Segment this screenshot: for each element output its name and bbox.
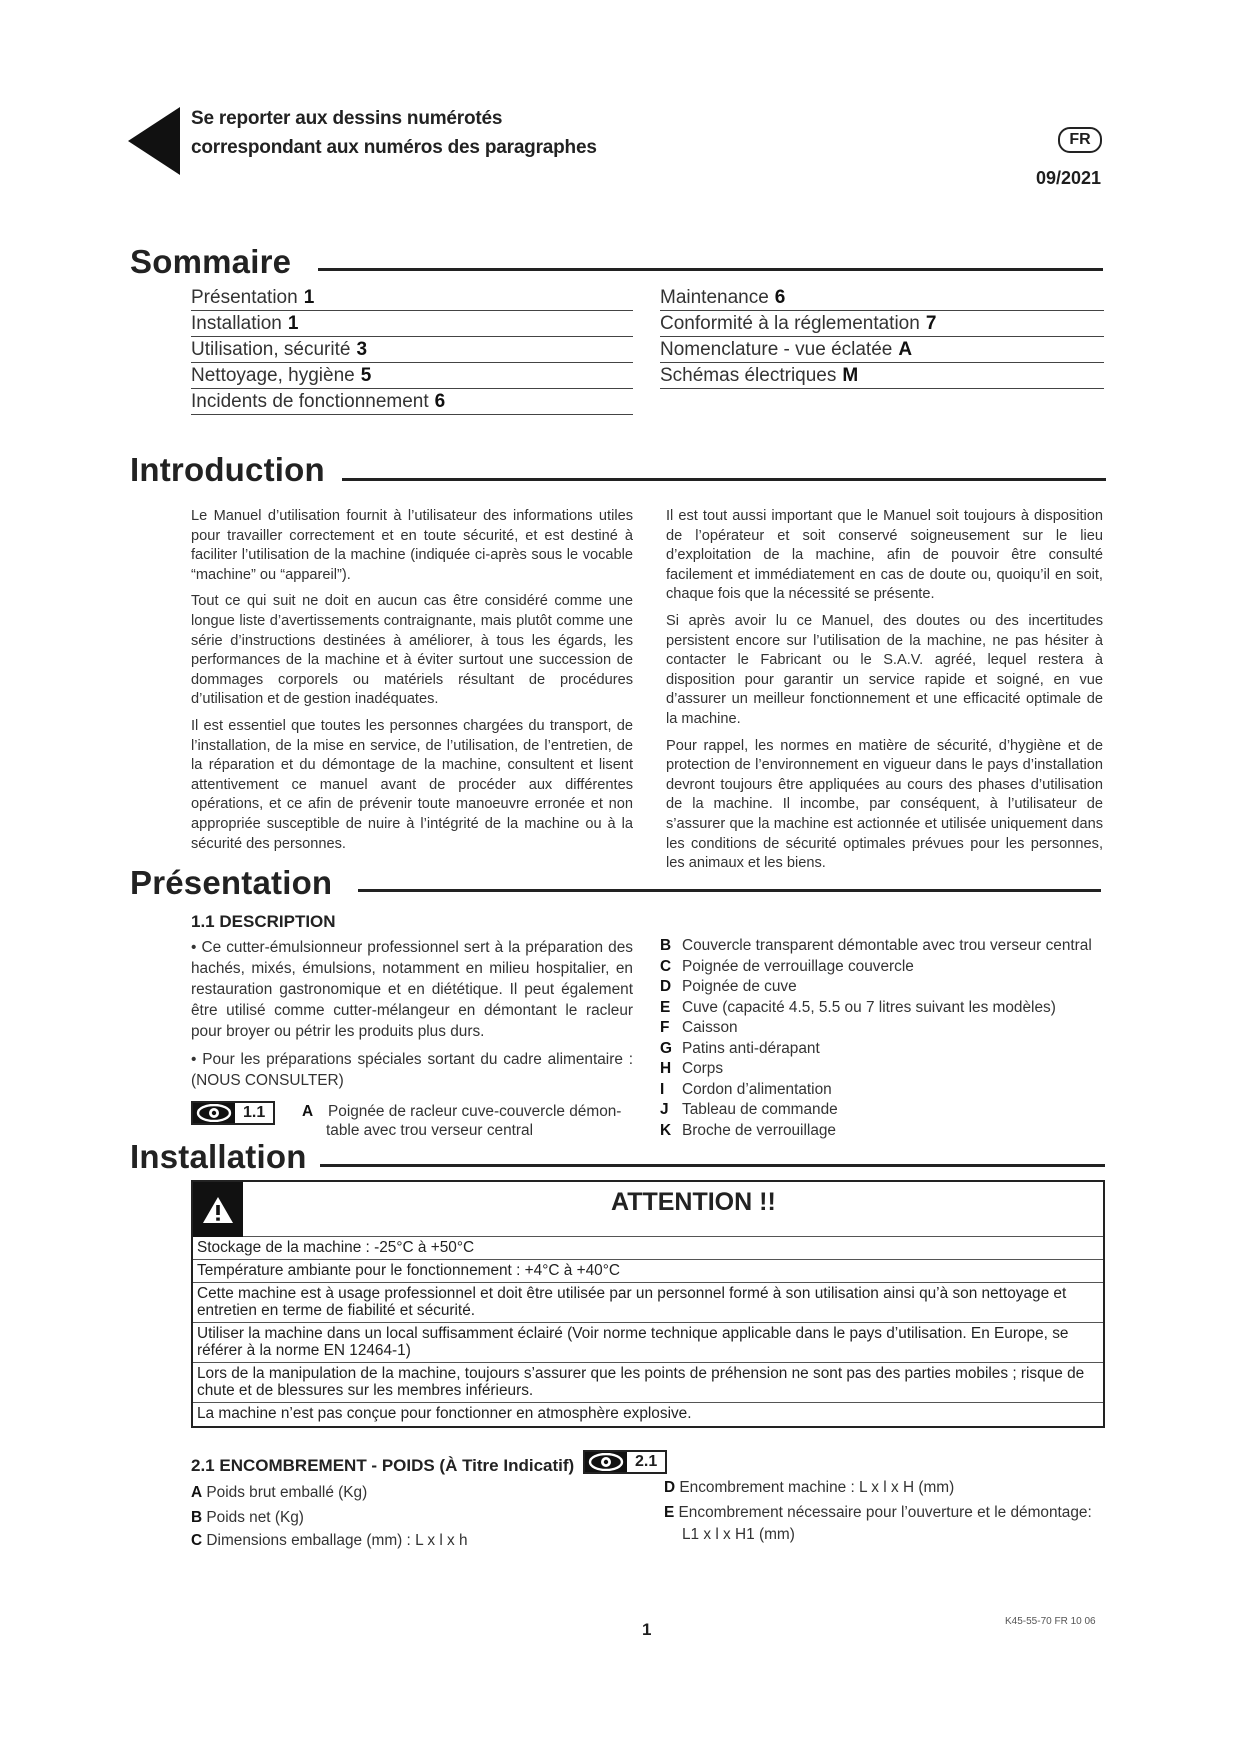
part-text: Poignée de verrouillage couvercle	[682, 957, 914, 975]
paragraph: Pour rappel, les normes en matière de sécurité, d’hygiène et de protection de l’environnement en vigueur dans le pays d’installation devront toujours être appliquées au cours des phases d’utilisation de la machine. Il incombe, par conséquent, à l’utilisateur de s’assurer que la machine est actionnée et utilisée uniquement dans les conditions de sécurité optimales prévues pour les personnes, les animaux et les biens.	[666, 737, 1103, 872]
part-letter: G	[660, 1039, 672, 1057]
encombrement-right-list	[664, 1477, 1104, 1546]
paragraph: • Ce cutter-émulsionneur professionnel sert à la préparation des hachés, mixés, émulsions, notamment en milieu hospitalier, en restauration gastronomique et en diététique. Il peut également être utilisé comme cutter-mélangeur en démontant le racleur pour broyer ou pétrir les produits plus durs.	[191, 939, 633, 1040]
part-letter: I	[660, 1080, 665, 1098]
document-date: 09/2021	[1036, 168, 1102, 188]
attention-title: ATTENTION !!	[611, 1188, 776, 1216]
toc-right-column	[660, 285, 1104, 389]
toc-item-label: Conformité à la réglementation	[660, 313, 920, 334]
figure-number: 1.1	[243, 1104, 266, 1121]
toc-item-page: 1	[287, 313, 299, 334]
list-item	[191, 1530, 631, 1552]
paragraph: Le Manuel d’utilisation fournit à l’utilisateur des informations utiles pour travailler correctement et en toute sécurité, et est destiné à faciliter l’utilisation de la machine (indiquée ci-après sous le vocable “machine” ou “appareil”).	[191, 508, 633, 583]
part-letter: J	[660, 1101, 669, 1118]
list-item	[664, 1502, 1104, 1524]
toc-item[interactable]	[191, 363, 633, 389]
introduction-title: Introduction	[130, 451, 325, 488]
warning-icon	[193, 1182, 243, 1237]
pointer-triangle-icon	[128, 107, 180, 175]
section-label: ENCOMBREMENT - POIDS (À Titre Indicatif)	[219, 1456, 575, 1475]
toc-item-label: Schémas électriques	[660, 365, 837, 386]
part-item-a-continued: table avec trou verseur central	[326, 1122, 534, 1139]
installation-title: Installation	[130, 1138, 307, 1175]
toc-item[interactable]	[660, 337, 1104, 363]
item-text: Encombrement nécessaire pour l’ouverture et le démontage:	[678, 1504, 1092, 1521]
part-letter: E	[660, 998, 671, 1016]
list-item	[660, 1039, 1110, 1060]
part-letter: C	[660, 957, 672, 975]
part-text: Caisson	[682, 1019, 738, 1036]
figure-number: 2.1	[635, 1453, 658, 1470]
list-item	[660, 1100, 1110, 1121]
parts-list	[660, 936, 1110, 1141]
document-reference: K45-55-70 FR 10 06	[1005, 1616, 1096, 1627]
list-item	[660, 998, 1110, 1019]
item-text: Encombrement machine : L x l x H (mm)	[679, 1479, 955, 1496]
list-item	[660, 1059, 1110, 1080]
part-text: Corps	[682, 1060, 724, 1077]
list-item	[660, 1018, 1110, 1039]
attention-box	[191, 1180, 1105, 1428]
part-letter: B	[660, 937, 672, 954]
introduction-left-column	[191, 507, 633, 861]
language-badge: FR	[1058, 127, 1102, 153]
toc-item[interactable]	[191, 389, 633, 415]
toc-item-page: A	[898, 339, 913, 360]
attention-row: Cette machine est à usage professionnel et doit être utilisée par un personnel formé à son utilisation ainsi qu’à son nettoyage et entretien en terme de fiabilité et sécurité.	[193, 1282, 1103, 1322]
description-text	[191, 937, 633, 1098]
installation-rule	[320, 1164, 1105, 1167]
toc-item-page: 6	[774, 287, 786, 308]
figure-reference-1-1[interactable]	[191, 1101, 275, 1125]
sommaire-title: Sommaire	[130, 243, 292, 280]
part-text: Patins anti-dérapant	[682, 1039, 820, 1057]
attention-row: Utiliser la machine dans un local suffisamment éclairé (Voir norme technique applicable dans le pays d’utilisation. En Europe, se référer à la norme EN 12464-1)	[193, 1322, 1103, 1362]
attention-row: Température ambiante pour le fonctionnement : +4°C à +40°C	[193, 1259, 1103, 1282]
list-item	[191, 1482, 631, 1504]
list-item	[660, 977, 1110, 998]
toc-item[interactable]	[191, 285, 633, 311]
toc-item-label: Nettoyage, hygiène	[191, 365, 355, 386]
list-item	[664, 1477, 1104, 1499]
item-text: Poids net (Kg)	[206, 1509, 304, 1526]
toc-left-column	[191, 285, 633, 415]
item-letter: C	[191, 1532, 203, 1549]
header-line-1: Se reporter aux dessins numérotés	[191, 108, 503, 129]
attention-row: Lors de la manipulation de la machine, toujours s’assurer que les points de préhension ne sont pas des parties mobiles ; risque de chute et de blessures sur les membres inférieurs.	[193, 1362, 1103, 1402]
toc-item-page: 1	[303, 287, 315, 308]
part-text: Broche de verrouillage	[682, 1121, 836, 1139]
toc-item-label: Utilisation, sécurité	[191, 339, 351, 360]
figure-reference-2-1[interactable]	[583, 1450, 667, 1474]
toc-item-label: Maintenance	[660, 287, 769, 308]
toc-item[interactable]	[660, 285, 1104, 311]
page-number: 1	[642, 1620, 652, 1639]
toc-item-page: 3	[356, 339, 368, 360]
part-letter: A	[302, 1103, 314, 1120]
part-letter: H	[660, 1060, 672, 1077]
toc-item-page: 5	[360, 365, 372, 386]
section-number: 2.1	[191, 1456, 215, 1475]
eye-icon	[585, 1452, 627, 1472]
introduction-rule	[342, 478, 1106, 481]
part-letter: F	[660, 1019, 670, 1036]
introduction-right-column	[666, 507, 1103, 881]
item-letter: A	[191, 1484, 203, 1501]
toc-item-page: 7	[925, 313, 937, 334]
section-label: DESCRIPTION	[219, 912, 336, 931]
paragraph: • Pour les préparations spéciales sortant du cadre alimentaire : (NOUS CONSULTER)	[191, 1051, 633, 1089]
list-item	[191, 1507, 631, 1529]
paragraph: Tout ce qui suit ne doit en aucun cas être considéré comme une longue liste d’avertissements contraignante, mais plutôt comme une série d’instructions destinées à améliorer, à tous les égards, les performances de la machine et à éviter surtout une succession de dommages corporels ou matériels résultant de procédures d’utilisation et de gestion inadéquates.	[191, 593, 633, 708]
item-text: Dimensions emballage (mm) : L x l x h	[206, 1532, 468, 1549]
toc-item-label: Incidents de fonctionnement	[191, 391, 429, 412]
paragraph: Il est tout aussi important que le Manuel soit toujours à disposition de l’opérateur et soit conservé soigneusement sur le lieu d’exploitation de la machine, afin de pouvoir être consulté facilement et immédiatement en cas de doute ou, quoiqu’il en soit, chaque fois que la nécessité se présente.	[666, 508, 1103, 603]
presentation-title: Présentation	[130, 864, 333, 901]
part-text: Cuve (capacité 4.5, 5.5 ou 7 litres suivant les modèles)	[682, 998, 1056, 1016]
item-letter: B	[191, 1509, 203, 1526]
list-item	[660, 936, 1110, 957]
sommaire-rule	[318, 268, 1103, 271]
list-item	[660, 1080, 1110, 1101]
part-text: Cordon d’alimentation	[682, 1080, 832, 1098]
toc-item[interactable]	[191, 311, 633, 337]
part-letter: K	[660, 1121, 672, 1139]
item-letter: D	[664, 1479, 676, 1496]
presentation-rule	[358, 889, 1101, 892]
part-text: Poignée de cuve	[682, 978, 797, 995]
part-item-a	[302, 1102, 642, 1123]
item-letter: E	[664, 1504, 675, 1521]
toc-item-label: Installation	[191, 313, 282, 334]
list-item-continued: L1 x l x H1 (mm)	[682, 1526, 795, 1543]
toc-item[interactable]	[660, 363, 1104, 389]
toc-item[interactable]	[660, 311, 1104, 337]
list-item	[660, 1121, 1110, 1142]
encombrement-subtitle	[191, 1456, 574, 1476]
toc-item-page: M	[842, 365, 859, 386]
eye-icon	[193, 1103, 235, 1123]
attention-row: La machine n’est pas conçue pour fonctionner en atmosphère explosive.	[193, 1402, 1103, 1425]
part-letter: D	[660, 978, 672, 995]
toc-item-page: 6	[434, 391, 446, 412]
attention-header	[193, 1182, 1103, 1237]
paragraph: Il est essentiel que toutes les personnes chargées du transport, de l’installation, de la mise en service, de l’utilisation, de l’entretien, de la réparation et du démontage de la machine, consultent et lisent attentivement ce manuel avant de procéder aux différentes opérations, et ce afin de prévenir toute manoeuvre erronée et non appropriée susceptible de nuire à l’intégrité de la machine ou à la sécurité des personnes.	[191, 717, 633, 852]
toc-item-label: Présentation	[191, 287, 298, 308]
item-text: Poids brut emballé (Kg)	[206, 1484, 368, 1501]
part-text: Poignée de racleur cuve-couvercle démon-	[328, 1103, 622, 1120]
section-number: 1.1	[191, 912, 215, 931]
attention-row: Stockage de la machine : -25°C à +50°C	[197, 1239, 475, 1256]
description-subtitle	[191, 912, 336, 932]
encombrement-left-list	[191, 1482, 631, 1552]
list-item	[660, 957, 1110, 978]
part-text: Tableau de commande	[682, 1101, 838, 1118]
toc-item[interactable]	[191, 337, 633, 363]
paragraph: Si après avoir lu ce Manuel, des doutes ou des incertitudes persistent encore sur l’utilisation de la machine, ne pas hésiter à contacter le Fabricant ou le S.A.V. agréé, lequel restera à disposition pour garantir un service rapide et soigné, en vue d’assurer un meilleur fonctionnement et une efficacité optimale de la machine.	[666, 612, 1103, 727]
toc-item-label: Nomenclature - vue éclatée	[660, 339, 893, 360]
header-line-2: correspondant aux numéros des paragraphes	[191, 137, 597, 158]
part-text: Couvercle transparent démontable avec trou verseur central	[682, 937, 1092, 954]
